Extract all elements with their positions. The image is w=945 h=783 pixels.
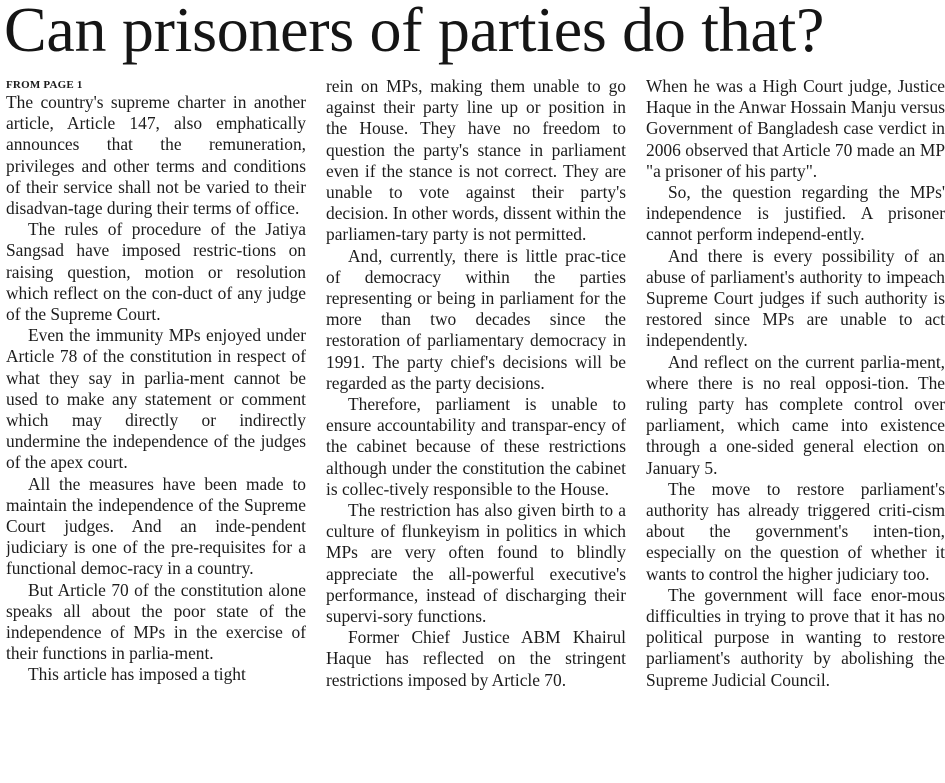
paragraph: So, the question regarding the MPs' independence is justified. A prisoner cannot perform independ-ently.	[646, 182, 945, 245]
paragraph: The move to restore parliament's authority has already triggered criti-cism about the government's inten-tion, especially on the question of whether it wants to control the higher judiciary too.	[646, 478, 945, 584]
paragraph: Former Chief Justice ABM Khairul Haque has reflected on the stringent restrictions imposed by Article 70.	[326, 627, 626, 690]
article-column-1	[6, 78, 306, 783]
paragraph: The rules of procedure of the Jatiya Sangsad have imposed restric-tions on raising question, motion or resolution which reflect on the con-duct of any judge of the Supreme Court.	[6, 219, 306, 325]
paragraph: And reflect on the current parlia-ment, where there is no real opposi-tion. The ruling party has complete control over parliament, which came into existence through a one-sided general election on January 5.	[646, 351, 945, 478]
paragraph: The government will face enor-mous difficulties in trying to prove that it has no political purpose in wanting to restore parliament's authority by abolishing the Supreme Judicial Council.	[646, 584, 945, 690]
paragraph: All the measures have been made to maintain the independence of the Supreme Court judges. And an inde-pendent judiciary is one of the pre-requisites for a functional democ-racy in a country.	[6, 473, 306, 579]
paragraph: But Article 70 of the constitution alone speaks all about the poor state of the independence of MPs in the exercise of their functions in parlia-ment.	[6, 579, 306, 664]
paragraph: This article has imposed a tight	[28, 664, 246, 685]
continuation-label: FROM PAGE 1	[6, 79, 83, 91]
paragraph: And, currently, there is little prac-tice of democracy within the parties representing or being in parliament for the more than two decades since the restoration of parliamentary democracy in 1991. The party chief's decisions will be regarded as the party decisions.	[326, 245, 626, 393]
article-column-2	[326, 76, 626, 781]
paragraph: And there is every possibility of an abuse of parliament's authority to impeach Supreme Court judges if such authority is restored since MPs are unable to act independently.	[646, 245, 945, 351]
article-column-3	[646, 76, 945, 781]
paragraph: Therefore, parliament is unable to ensure accountability and transpar-ency of the cabinet because of these restrictions although under the constitution the cabinet is collec-tively responsible to the House.	[326, 394, 626, 499]
headline: Can prisoners of parties do that?	[4, 0, 825, 65]
paragraph: The country's supreme charter in another article, Article 147, also emphatically announces that the remuneration, privileges and other terms and conditions of their service shall not be varied to their disadvan-tage during their terms of office.	[6, 92, 306, 219]
paragraph: When he was a High Court judge, Justice Haque in the Anwar Hossain Manju versus Government of Bangladesh case verdict in 2006 observed that Article 70 made an MP "a prisoner of his party".	[646, 76, 945, 181]
paragraph: rein on MPs, making them unable to go against their party line up or position in the House. They have no freedom to question the party's stance in parliament even if the stance is not correct. They are unable to vote against their party's decision. In other words, dissent within the parliamen-tary party is not permitted.	[326, 76, 626, 245]
paragraph: The restriction has also given birth to a culture of flunkeyism in politics in which MPs are very often found to blindly appreciate the all-powerful executive's performance, instead of discharging their supervi-sory functions.	[326, 500, 626, 627]
paragraph: Even the immunity MPs enjoyed under Article 78 of the constitution in respect of what they say in parlia-ment cannot be used to make any statement or comment which may directly or indirectly undermine the independence of the judges of the apex court.	[6, 325, 306, 473]
